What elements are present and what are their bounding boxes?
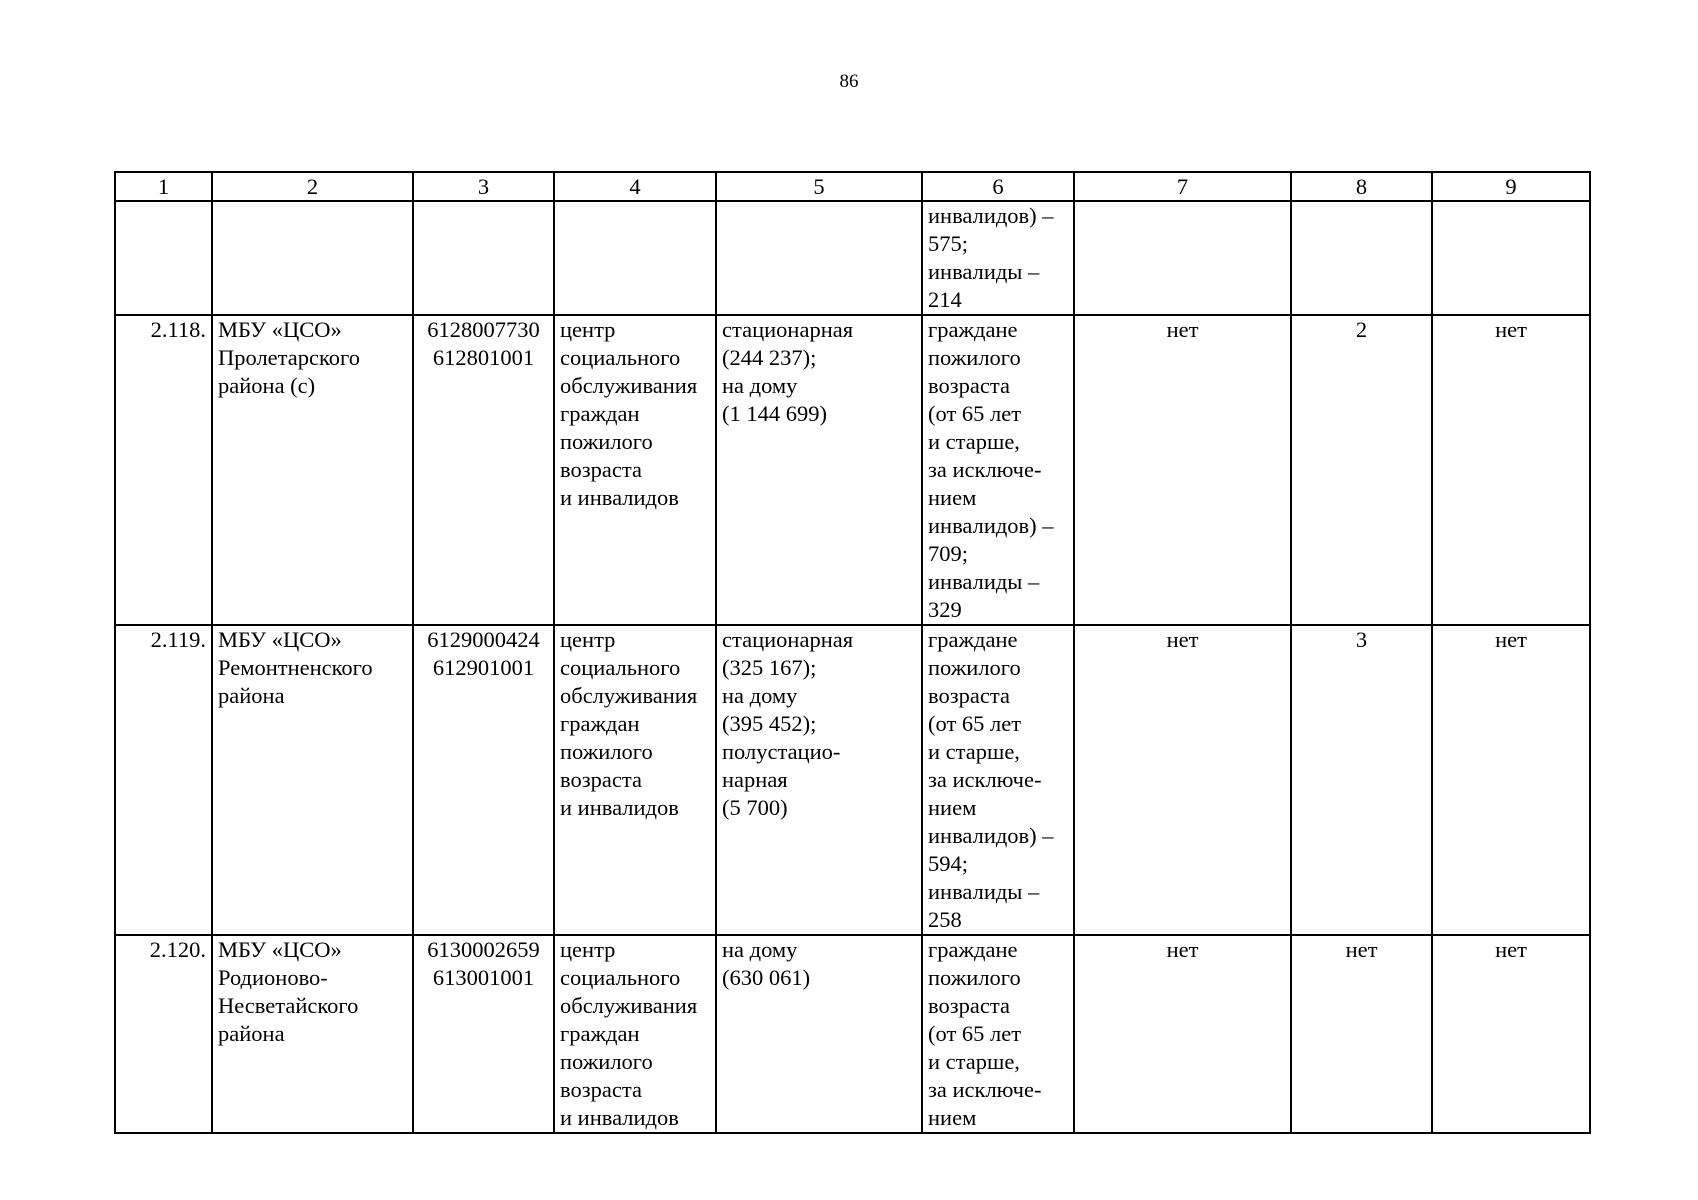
organization-type-cell: центр социального обслуживания граждан пожилого возраста и инвалидов <box>554 935 716 1133</box>
service-form-cell: стационарная (244 237); на дому (1 144 699) <box>716 315 922 625</box>
column-header-2: 2 <box>212 172 413 201</box>
column-8-cell: 2 <box>1291 315 1432 625</box>
service-form-cell <box>716 201 922 315</box>
column-header-9: 9 <box>1432 172 1590 201</box>
column-header-6: 6 <box>922 172 1074 201</box>
organization-name-cell: МБУ «ЦСО» Родионово- Несветайского района <box>212 935 413 1133</box>
column-9-cell <box>1432 201 1590 315</box>
service-form-cell: на дому (630 061) <box>716 935 922 1133</box>
organization-name-cell: МБУ «ЦСО» Ремонтненского района <box>212 625 413 935</box>
inn-kpp-cell <box>413 201 554 315</box>
row-number-cell: 2.118. <box>115 315 212 625</box>
organization-name-cell: МБУ «ЦСО» Пролетарского района (с) <box>212 315 413 625</box>
row-number-cell <box>115 201 212 315</box>
inn-kpp-cell: 6129000424 612901001 <box>413 625 554 935</box>
column-7-cell: нет <box>1074 315 1291 625</box>
column-8-cell <box>1291 201 1432 315</box>
row-number-cell: 2.119. <box>115 625 212 935</box>
column-header-8: 8 <box>1291 172 1432 201</box>
column-9-cell: нет <box>1432 315 1590 625</box>
recipients-cell: граждане пожилого возраста (от 65 лет и старше, за исключе- нием инвалидов) – 709; инвалиды – 329 <box>922 315 1074 625</box>
column-8-cell: 3 <box>1291 625 1432 935</box>
column-7-cell <box>1074 201 1291 315</box>
organization-name-cell <box>212 201 413 315</box>
column-9-cell: нет <box>1432 935 1590 1133</box>
recipients-cell: инвалидов) – 575; инвалиды – 214 <box>922 201 1074 315</box>
table-row <box>115 201 1590 315</box>
service-form-cell: стационарная (325 167); на дому (395 452); полустацио- нарная (5 700) <box>716 625 922 935</box>
column-header-1: 1 <box>115 172 212 201</box>
page-number: 86 <box>839 71 859 92</box>
table-row <box>115 625 1590 935</box>
row-number-cell: 2.120. <box>115 935 212 1133</box>
table-row <box>115 935 1590 1133</box>
column-header-5: 5 <box>716 172 922 201</box>
organization-type-cell: центр социального обслуживания граждан пожилого возраста и инвалидов <box>554 315 716 625</box>
column-7-cell: нет <box>1074 625 1291 935</box>
recipients-cell: граждане пожилого возраста (от 65 лет и старше, за исключе- нием инвалидов) – 594; инвалиды – 258 <box>922 625 1074 935</box>
inn-kpp-cell: 6130002659 613001001 <box>413 935 554 1133</box>
table-row <box>115 315 1590 625</box>
column-header-3: 3 <box>413 172 554 201</box>
column-8-cell: нет <box>1291 935 1432 1133</box>
column-header-7: 7 <box>1074 172 1291 201</box>
column-7-cell: нет <box>1074 935 1291 1133</box>
organization-type-cell <box>554 201 716 315</box>
inn-kpp-cell: 6128007730 612801001 <box>413 315 554 625</box>
organization-type-cell: центр социального обслуживания граждан пожилого возраста и инвалидов <box>554 625 716 935</box>
column-header-4: 4 <box>554 172 716 201</box>
table-header-row <box>115 172 1590 201</box>
column-9-cell: нет <box>1432 625 1590 935</box>
recipients-cell: граждане пожилого возраста (от 65 лет и старше, за исключе- нием <box>922 935 1074 1133</box>
data-table <box>114 171 1591 1134</box>
